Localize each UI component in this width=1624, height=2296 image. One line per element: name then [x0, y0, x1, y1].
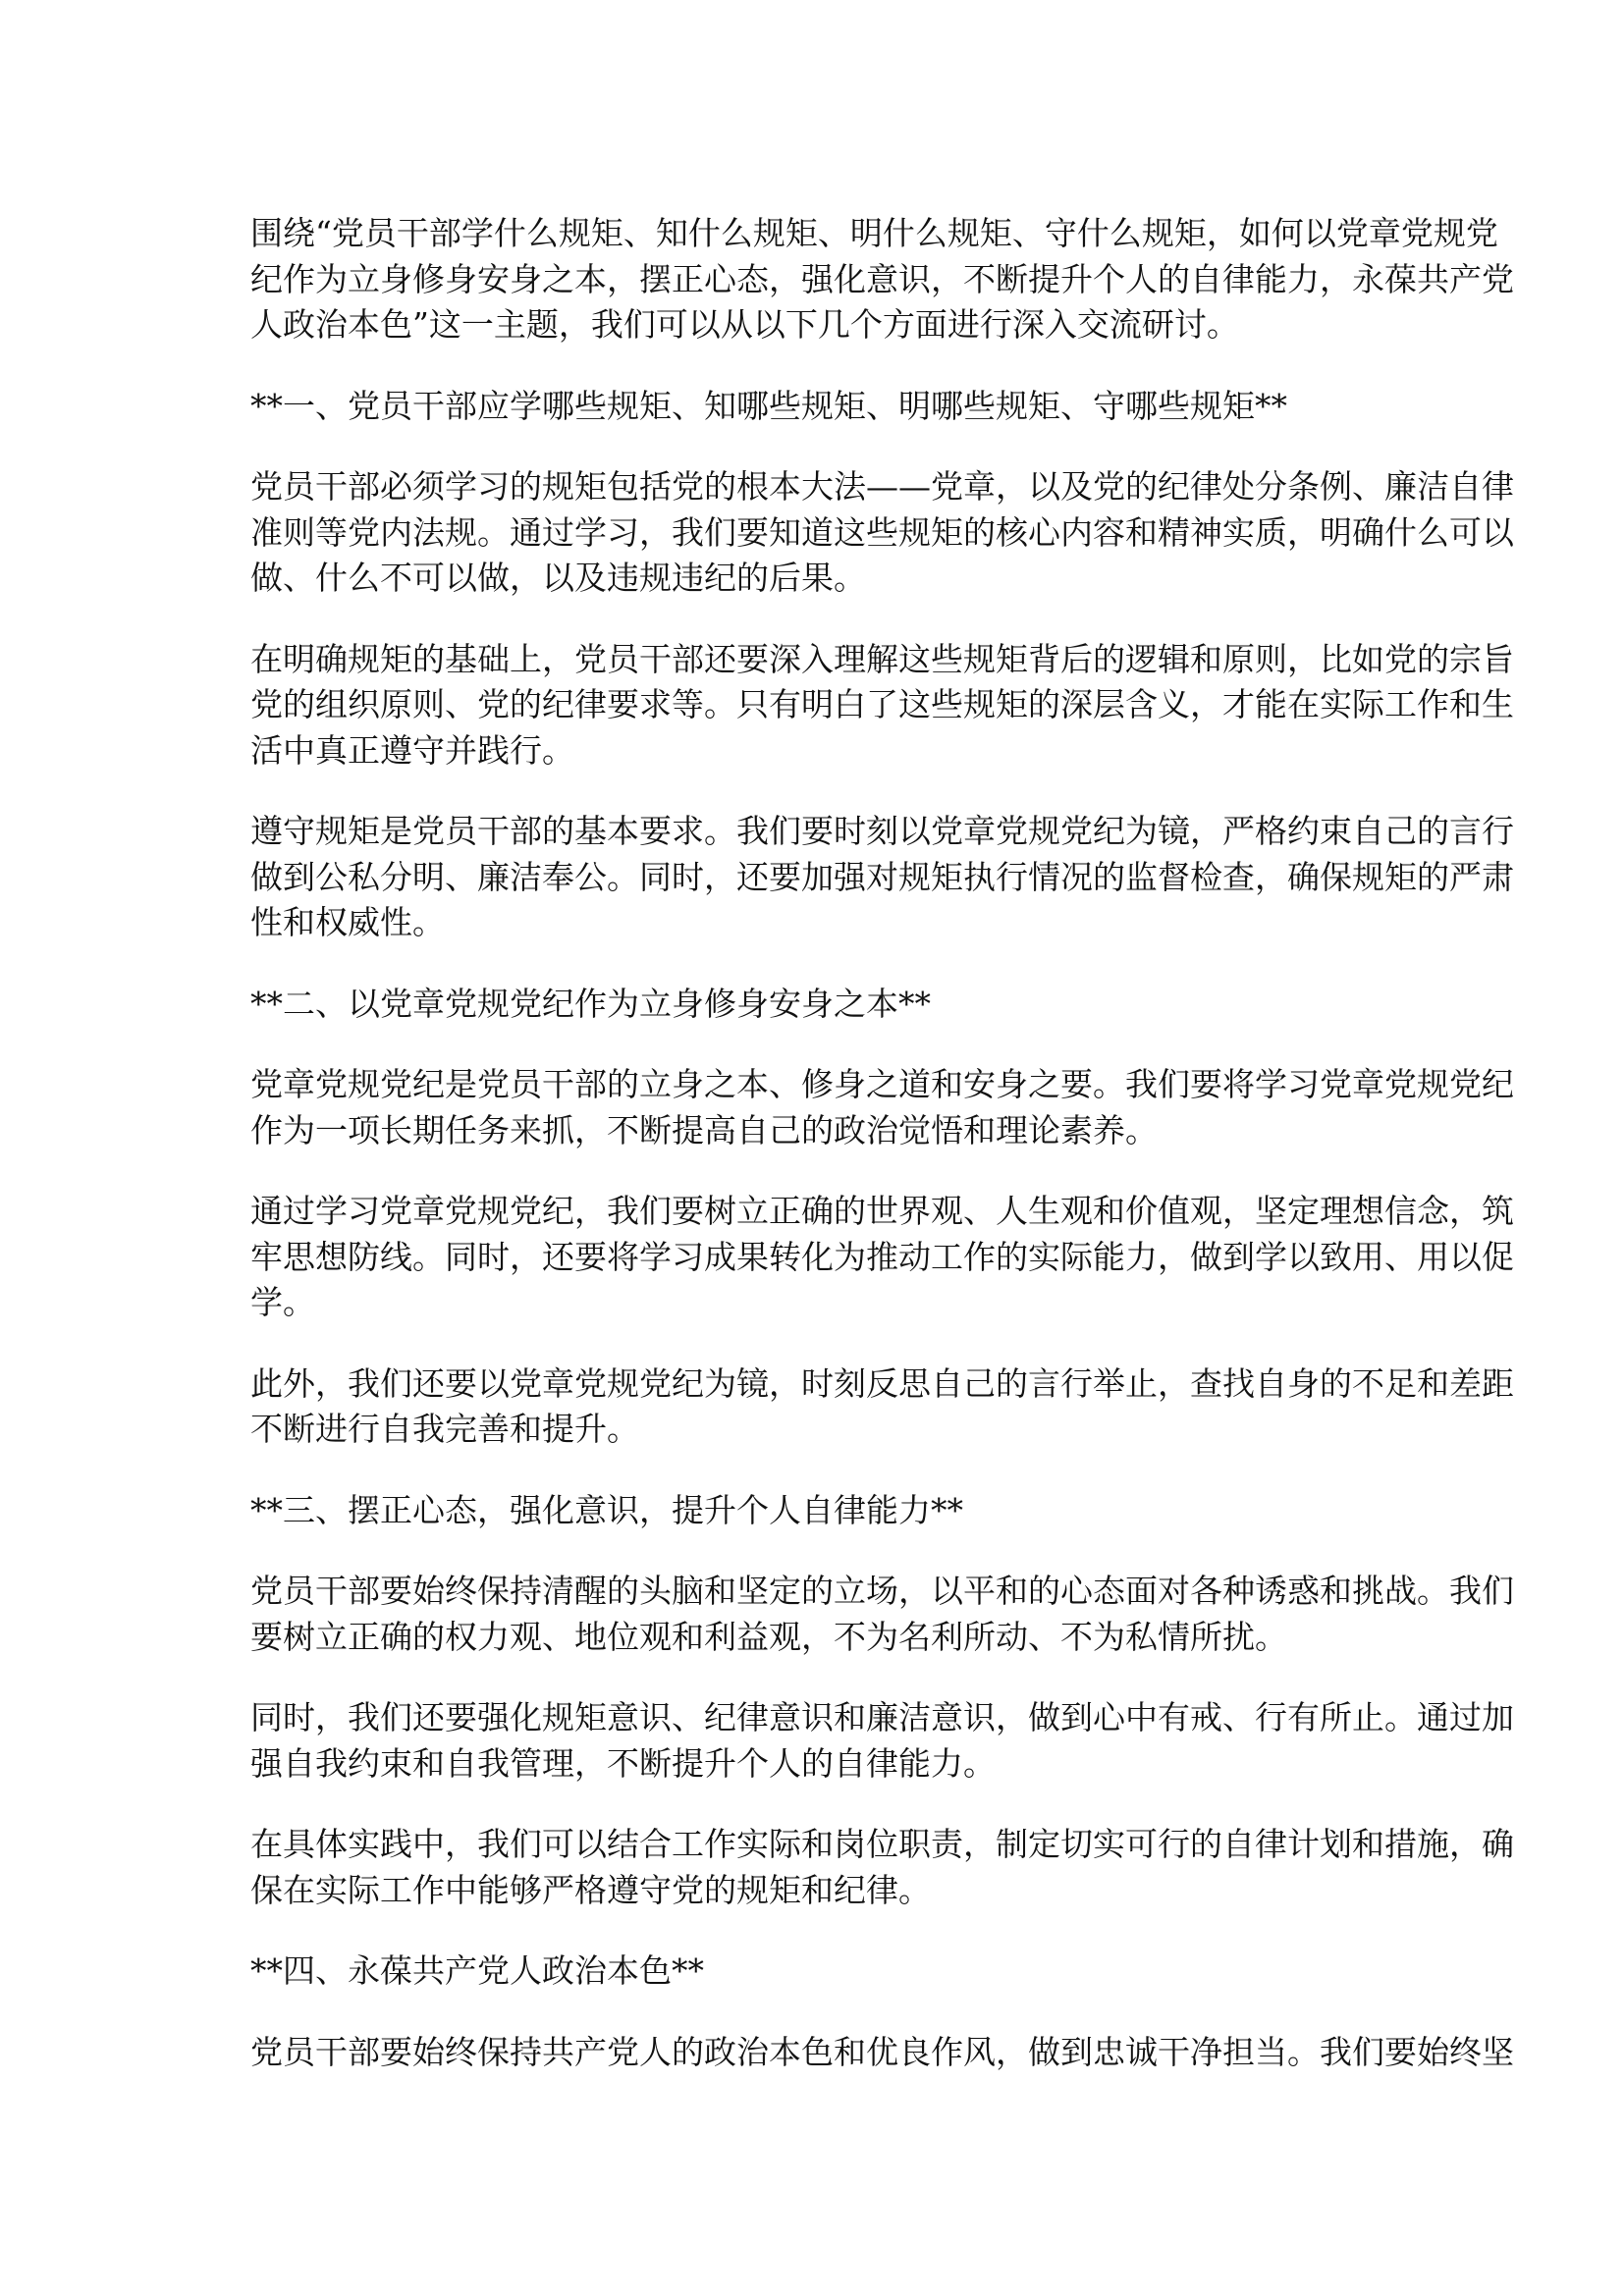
text-line: 在明确规矩的基础上，党员干部还要深入理解这些规矩背后的逻辑和原则，比如党的宗旨 — [250, 639, 1514, 678]
paragraph — [250, 1569, 1514, 1660]
text-line: 此外，我们还要以党章党规党纪为镜，时刻反思自己的言行举止，查找自身的不足和差距 — [250, 1363, 1514, 1403]
section-heading — [250, 1488, 1399, 1534]
paragraph — [250, 1189, 1514, 1326]
text-line: 在具体实践中，我们可以结合工作实际和岗位职责，制定切实可行的自律计划和措施，确 — [250, 1825, 1514, 1863]
text-line: 做、什么不可以做，以及违规违纪的后果。 — [250, 559, 866, 597]
text-line: 人政治本色”这一主题，我们可以从以下几个方面进行深入交流研讨。 — [250, 305, 1239, 344]
text-line: **三、摆正心态，强化意识，提升个人自律能力** — [250, 1490, 963, 1529]
section-heading — [250, 1949, 1399, 1995]
text-line: 活中真正遵守并践行。 — [250, 730, 574, 770]
document-body — [250, 211, 1514, 2110]
text-line: **四、永葆共产党人政治本色** — [250, 1951, 704, 1990]
text-line: 不断进行自我完善和提升。 — [250, 1410, 639, 1448]
section-heading — [250, 384, 1399, 430]
text-line: 学。 — [250, 1283, 315, 1321]
text-line: 作为一项长期任务来抓，不断提高自己的政治觉悟和理论素养。 — [250, 1110, 1158, 1149]
text-line: 性和权威性。 — [250, 903, 445, 941]
paragraph — [250, 1362, 1514, 1453]
text-line: 准则等党内法规。通过学习，我们要知道这些规矩的核心内容和精神实质，明确什么可以 — [250, 512, 1514, 552]
text-line: 党员干部要始终保持清醒的头脑和坚定的立场，以平和的心态面对各种诱惑和挑战。我们 — [250, 1572, 1514, 1610]
text-line: 通过学习党章党规党纪，我们要树立正确的世界观、人生观和价值观，坚定理想信念，筑 — [250, 1192, 1514, 1230]
text-line: 党员干部要始终保持共产党人的政治本色和优良作风，做到忠诚干净担当。我们要始终坚 — [250, 2032, 1514, 2071]
text-line: **一、党员干部应学哪些规矩、知哪些规矩、明哪些规矩、守哪些规矩** — [250, 386, 1287, 425]
paragraph — [250, 1062, 1514, 1153]
paragraph — [250, 1695, 1514, 1787]
paragraph — [250, 637, 1514, 774]
section-heading — [250, 982, 1399, 1028]
text-line: 围绕“党员干部学什么规矩、知什么规矩、明什么规矩、守什么规矩，如何以党章党规党 — [250, 214, 1498, 252]
text-line: 保在实际工作中能够严格遵守党的规矩和纪律。 — [250, 1870, 931, 1909]
text-line: 纪作为立身修身安身之本，摆正心态，强化意识，不断提升个人的自律能力，永葆共产党 — [250, 259, 1514, 298]
paragraph — [250, 809, 1514, 946]
text-line: 同时，我们还要强化规矩意识、纪律意识和廉洁意识，做到心中有戒、行有所止。通过加 — [250, 1698, 1514, 1736]
paragraph — [250, 464, 1514, 602]
paragraph — [250, 2030, 1514, 2076]
text-line: 党员干部必须学习的规矩包括党的根本大法——党章，以及党的纪律处分条例、廉洁自律 — [250, 467, 1514, 506]
text-line: 党章党规党纪是党员干部的立身之本、修身之道和安身之要。我们要将学习党章党规党纪 — [250, 1065, 1514, 1103]
text-line: 党的组织原则、党的纪律要求等。只有明白了这些规矩的深层含义，才能在实际工作和生 — [250, 685, 1514, 723]
text-line: 要树立正确的权力观、地位观和利益观，不为名利所动、不为私情所扰。 — [250, 1617, 1287, 1656]
text-line: 做到公私分明、廉洁奉公。同时，还要加强对规矩执行情况的监督检查，确保规矩的严肃 — [250, 857, 1514, 896]
paragraph — [250, 1822, 1514, 1913]
text-line: **二、以党章党规党纪作为立身修身安身之本** — [250, 984, 931, 1023]
text-line: 强自我约束和自我管理，不断提升个人的自律能力。 — [250, 1743, 996, 1783]
text-line: 遵守规矩是党员干部的基本要求。我们要时刻以党章党规党纪为镜，严格约束自己的言行 — [250, 812, 1514, 850]
paragraph — [250, 211, 1514, 348]
text-line: 牢思想防线。同时，还要将学习成果转化为推动工作的实际能力，做到学以致用、用以促 — [250, 1237, 1514, 1276]
